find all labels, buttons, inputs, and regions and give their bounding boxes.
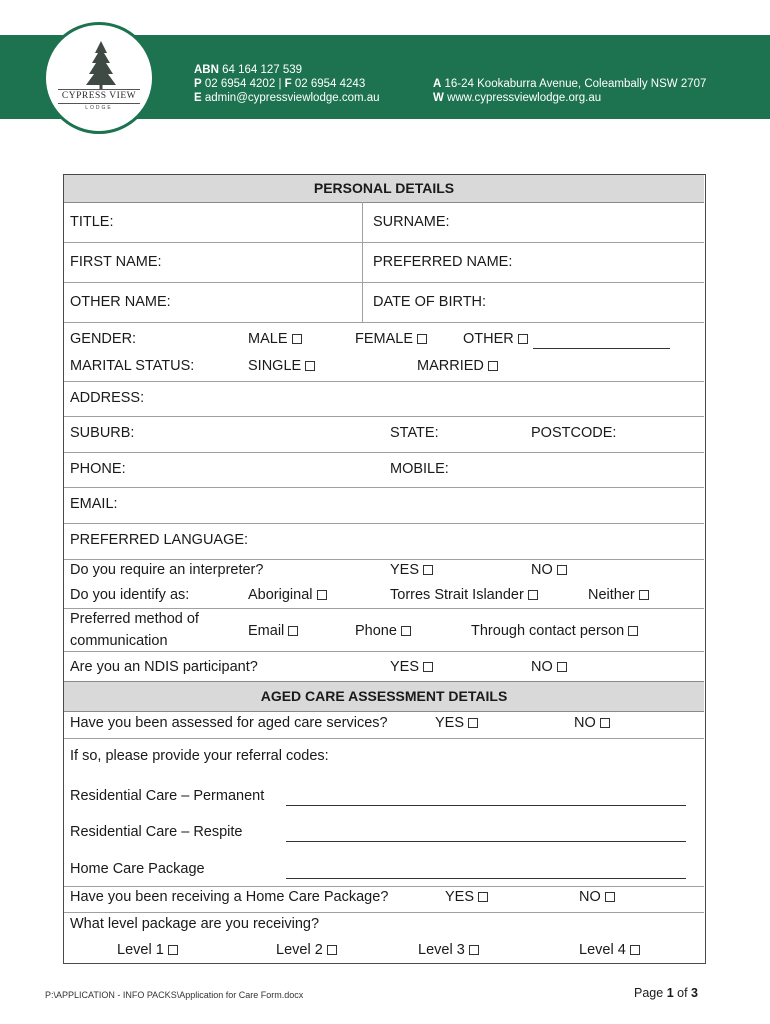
res-permanent-line[interactable]: [286, 805, 686, 806]
comm-email-option[interactable]: Email: [248, 623, 298, 639]
logo-sub: LODGE: [85, 105, 113, 111]
header-abn: ABN 64 164 127 539: [194, 64, 303, 76]
checkbox[interactable]: [317, 590, 327, 600]
phone-label: PHONE:: [70, 461, 126, 477]
gender-other-option[interactable]: OTHER: [463, 331, 528, 347]
assessed-no-option[interactable]: NO: [574, 715, 610, 731]
mobile-label: MOBILE:: [390, 461, 449, 477]
logo: [43, 22, 155, 134]
marital-status-label: MARITAL STATUS:: [70, 358, 195, 374]
row-divider: [64, 651, 704, 652]
postcode-label: POSTCODE:: [531, 425, 617, 441]
interpreter-no-option[interactable]: NO: [531, 562, 567, 578]
footer-page-number: Page 1 of 3: [634, 986, 698, 1000]
checkbox[interactable]: [401, 626, 411, 636]
header-phone-fax: P 02 6954 4202 | F 02 6954 4243: [194, 78, 366, 90]
home-care-line[interactable]: [286, 878, 686, 879]
comm-question-line1: Preferred method of: [70, 611, 199, 627]
checkbox[interactable]: [469, 945, 479, 955]
checkbox[interactable]: [518, 334, 528, 344]
level-question: What level package are you receiving?: [70, 916, 320, 932]
checkbox[interactable]: [630, 945, 640, 955]
row-divider: [64, 559, 704, 560]
receiving-question: Have you been receiving a Home Care Package?: [70, 889, 389, 905]
state-label: STATE:: [390, 425, 439, 441]
title-label: TITLE:: [70, 214, 114, 230]
interpreter-yes-option[interactable]: YES: [390, 562, 433, 578]
row-divider: [64, 452, 704, 453]
checkbox[interactable]: [288, 626, 298, 636]
cypress-tree-icon: [80, 39, 122, 91]
level1-option[interactable]: Level 1: [117, 942, 178, 958]
level4-option[interactable]: Level 4: [579, 942, 640, 958]
referral-question: If so, please provide your referral codes:: [70, 748, 329, 764]
checkbox[interactable]: [423, 662, 433, 672]
receiving-no-option[interactable]: NO: [579, 889, 615, 905]
aged-care-heading: AGED CARE ASSESSMENT DETAILS: [64, 681, 704, 712]
gender-male-option[interactable]: MALE: [248, 331, 302, 347]
gender-label: GENDER:: [70, 331, 137, 347]
personal-details-heading: PERSONAL DETAILS: [64, 175, 704, 203]
first-name-label: FIRST NAME:: [70, 254, 162, 270]
dob-label: DATE OF BIRTH:: [373, 294, 487, 310]
ndis-no-option[interactable]: NO: [531, 659, 567, 675]
checkbox[interactable]: [423, 565, 433, 575]
footer-file-path: P:\APPLICATION - INFO PACKS\Application for Care Form.docx: [45, 990, 304, 1000]
identify-question: Do you identify as:: [70, 587, 190, 603]
checkbox[interactable]: [488, 361, 498, 371]
ndis-question: Are you an NDIS participant?: [70, 659, 258, 675]
row-divider: [64, 738, 704, 739]
checkbox[interactable]: [557, 565, 567, 575]
interpreter-question: Do you require an interpreter?: [70, 562, 264, 578]
checkbox[interactable]: [639, 590, 649, 600]
checkbox[interactable]: [528, 590, 538, 600]
checkbox[interactable]: [605, 892, 615, 902]
checkbox[interactable]: [468, 718, 478, 728]
gender-female-option[interactable]: FEMALE: [355, 331, 427, 347]
assessed-yes-option[interactable]: YES: [435, 715, 478, 731]
logo-rule-top: [58, 89, 140, 90]
row-divider: [64, 487, 704, 488]
checkbox[interactable]: [417, 334, 427, 344]
checkbox[interactable]: [305, 361, 315, 371]
checkbox[interactable]: [327, 945, 337, 955]
identify-neither-option[interactable]: Neither: [588, 587, 649, 603]
marital-married-option[interactable]: MARRIED: [417, 358, 498, 374]
email-label: EMAIL:: [70, 496, 118, 512]
checkbox[interactable]: [557, 662, 567, 672]
level3-option[interactable]: Level 3: [418, 942, 479, 958]
column-divider: [362, 202, 363, 322]
res-respite-label: Residential Care – Respite: [70, 824, 243, 840]
preferred-language-label: PREFERRED LANGUAGE:: [70, 532, 249, 548]
res-respite-line[interactable]: [286, 841, 686, 842]
logo-rule-bottom: [58, 103, 140, 104]
gender-other-line[interactable]: [533, 348, 670, 349]
header-email: E admin@cypressviewlodge.com.au: [194, 92, 380, 104]
row-divider: [64, 242, 704, 243]
checkbox[interactable]: [292, 334, 302, 344]
row-divider: [64, 912, 704, 913]
comm-question-line2: communication: [70, 633, 168, 649]
assessed-question: Have you been assessed for aged care services?: [70, 715, 388, 731]
ndis-yes-option[interactable]: YES: [390, 659, 433, 675]
suburb-label: SUBURB:: [70, 425, 135, 441]
row-divider: [64, 416, 704, 417]
receiving-yes-option[interactable]: YES: [445, 889, 488, 905]
checkbox[interactable]: [628, 626, 638, 636]
checkbox[interactable]: [478, 892, 488, 902]
other-name-label: OTHER NAME:: [70, 294, 171, 310]
comm-contact-option[interactable]: Through contact person: [471, 623, 638, 639]
preferred-name-label: PREFERRED NAME:: [373, 254, 513, 270]
checkbox[interactable]: [168, 945, 178, 955]
res-permanent-label: Residential Care – Permanent: [70, 788, 265, 804]
address-label: ADDRESS:: [70, 390, 145, 406]
comm-phone-option[interactable]: Phone: [355, 623, 411, 639]
row-divider: [64, 381, 704, 382]
identify-torres-option[interactable]: Torres Strait Islander: [390, 587, 538, 603]
checkbox[interactable]: [600, 718, 610, 728]
row-divider: [64, 523, 704, 524]
row-divider: [64, 886, 704, 887]
marital-single-option[interactable]: SINGLE: [248, 358, 315, 374]
identify-aboriginal-option[interactable]: Aboriginal: [248, 587, 327, 603]
level2-option[interactable]: Level 2: [276, 942, 337, 958]
logo-name: CYPRESS VIEW: [61, 91, 137, 101]
row-divider: [64, 608, 704, 609]
application-form: [63, 174, 706, 964]
header-website: W www.cypressviewlodge.org.au: [433, 92, 602, 104]
header-address: A 16-24 Kookaburra Avenue, Coleambally NSW 2707: [433, 78, 707, 90]
row-divider: [64, 282, 704, 283]
row-divider: [64, 322, 704, 323]
surname-label: SURNAME:: [373, 214, 450, 230]
home-care-label: Home Care Package: [70, 861, 205, 877]
